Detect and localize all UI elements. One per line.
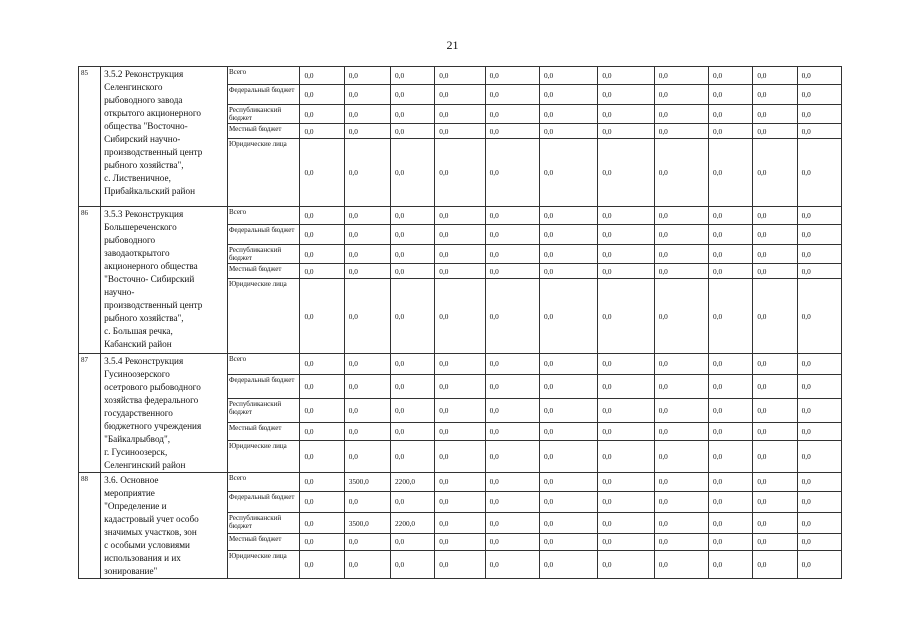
measure-title-line: общества "Восточно- <box>104 121 188 131</box>
funding-source-label: Всего <box>227 354 299 375</box>
value-cell: 3500,0 <box>344 473 390 492</box>
value-cell: 0,0 <box>753 491 797 513</box>
table-row <box>79 67 842 85</box>
value-cell: 0,0 <box>539 207 597 225</box>
value-cell: 0,0 <box>300 67 344 85</box>
measure-title-line: 3.5.3 Реконструкция <box>104 209 184 219</box>
value-cell: 0,0 <box>435 105 485 124</box>
value-cell: 0,0 <box>344 225 390 245</box>
value-cell: 0,0 <box>654 207 708 225</box>
value-cell: 0,0 <box>391 67 435 85</box>
value-cell: 0,0 <box>300 374 344 399</box>
value-cell: 0,0 <box>391 264 435 279</box>
measure-title-line: рыбоводного завода <box>104 95 183 105</box>
value-cell: 0,0 <box>344 441 390 473</box>
value-cell: 0,0 <box>654 245 708 264</box>
value-cell: 0,0 <box>797 139 841 207</box>
value-cell: 0,0 <box>485 207 539 225</box>
value-cell: 0,0 <box>709 374 753 399</box>
value-cell: 0,0 <box>391 207 435 225</box>
value-cell: 0,0 <box>654 279 708 354</box>
value-cell: 0,0 <box>435 513 485 534</box>
value-cell: 0,0 <box>654 534 708 550</box>
value-cell: 0,0 <box>539 354 597 375</box>
value-cell: 0,0 <box>435 399 485 422</box>
value-cell: 0,0 <box>435 374 485 399</box>
funding-source-label: Местный бюджет <box>227 534 299 550</box>
value-cell: 0,0 <box>753 85 797 105</box>
value-cell: 0,0 <box>709 85 753 105</box>
measure-title-line: с особыми условиями <box>104 540 190 550</box>
value-cell: 0,0 <box>485 422 539 440</box>
measure-title-line: производственный центр <box>104 300 203 310</box>
measure-title-line: Большереченского <box>104 222 177 232</box>
table-row <box>79 354 842 375</box>
value-cell: 0,0 <box>598 422 654 440</box>
value-cell: 0,0 <box>753 139 797 207</box>
value-cell: 0,0 <box>344 374 390 399</box>
measure-title-line: 3.5.2 Реконструкция <box>104 69 184 79</box>
value-cell: 0,0 <box>300 207 344 225</box>
value-cell: 0,0 <box>753 124 797 139</box>
value-cell: 0,0 <box>654 354 708 375</box>
value-cell: 0,0 <box>539 139 597 207</box>
value-cell: 0,0 <box>598 67 654 85</box>
value-cell: 0,0 <box>797 279 841 354</box>
measure-title-line: значимых участков, зон <box>104 527 197 537</box>
value-cell: 0,0 <box>709 473 753 492</box>
value-cell: 0,0 <box>753 67 797 85</box>
budget-table <box>78 66 842 579</box>
measure-title-line: 3.6. Основное <box>104 475 159 485</box>
value-cell: 3500,0 <box>344 513 390 534</box>
value-cell: 0,0 <box>598 441 654 473</box>
value-cell: 0,0 <box>344 422 390 440</box>
measure-title-line: кадастровый учет особо <box>104 514 199 524</box>
value-cell: 0,0 <box>300 550 344 578</box>
value-cell: 0,0 <box>598 85 654 105</box>
measure-title-line: производственный центр <box>104 147 203 157</box>
value-cell: 0,0 <box>797 85 841 105</box>
value-cell: 0,0 <box>753 513 797 534</box>
value-cell: 0,0 <box>539 441 597 473</box>
value-cell: 0,0 <box>391 534 435 550</box>
row-number: 86 <box>79 207 101 354</box>
value-cell: 0,0 <box>709 422 753 440</box>
measure-title-line: Прибайкальский район <box>104 186 195 196</box>
value-cell: 0,0 <box>797 354 841 375</box>
value-cell: 0,0 <box>654 105 708 124</box>
value-cell: 0,0 <box>654 399 708 422</box>
value-cell: 0,0 <box>435 441 485 473</box>
value-cell: 0,0 <box>654 441 708 473</box>
value-cell: 0,0 <box>539 225 597 245</box>
funding-source-label: Юридические лица <box>227 550 299 578</box>
measure-title-line: бюджетного учреждения <box>104 421 202 431</box>
value-cell: 0,0 <box>539 491 597 513</box>
value-cell: 0,0 <box>391 399 435 422</box>
value-cell: 0,0 <box>654 67 708 85</box>
value-cell: 2200,0 <box>391 473 435 492</box>
value-cell: 0,0 <box>753 207 797 225</box>
value-cell: 0,0 <box>344 105 390 124</box>
value-cell: 0,0 <box>753 422 797 440</box>
value-cell: 0,0 <box>300 399 344 422</box>
value-cell: 0,0 <box>797 207 841 225</box>
value-cell: 0,0 <box>598 399 654 422</box>
value-cell: 0,0 <box>598 534 654 550</box>
value-cell: 0,0 <box>709 354 753 375</box>
value-cell: 0,0 <box>709 124 753 139</box>
value-cell: 0,0 <box>300 264 344 279</box>
value-cell: 0,0 <box>344 207 390 225</box>
value-cell: 0,0 <box>753 279 797 354</box>
value-cell: 0,0 <box>598 354 654 375</box>
value-cell: 0,0 <box>654 124 708 139</box>
value-cell: 0,0 <box>435 207 485 225</box>
value-cell: 0,0 <box>797 374 841 399</box>
value-cell: 0,0 <box>797 550 841 578</box>
funding-source-label: Республиканский бюджет <box>227 513 299 534</box>
table-row <box>79 207 842 225</box>
value-cell: 0,0 <box>709 225 753 245</box>
measure-title <box>101 207 228 354</box>
value-cell: 0,0 <box>435 124 485 139</box>
value-cell: 0,0 <box>391 245 435 264</box>
measure-title-line: зонирование" <box>104 566 158 576</box>
value-cell: 0,0 <box>539 550 597 578</box>
measure-title-line: "Восточно- Сибирский <box>104 274 195 284</box>
value-cell: 0,0 <box>300 245 344 264</box>
value-cell: 0,0 <box>709 67 753 85</box>
value-cell: 0,0 <box>753 473 797 492</box>
value-cell: 0,0 <box>753 225 797 245</box>
value-cell: 0,0 <box>485 513 539 534</box>
value-cell: 0,0 <box>797 422 841 440</box>
value-cell: 0,0 <box>435 279 485 354</box>
value-cell: 0,0 <box>654 513 708 534</box>
value-cell: 0,0 <box>344 67 390 85</box>
measure-title-line: Селенгинского <box>104 82 163 92</box>
value-cell: 0,0 <box>709 441 753 473</box>
value-cell: 0,0 <box>598 264 654 279</box>
value-cell: 0,0 <box>435 245 485 264</box>
value-cell: 0,0 <box>435 550 485 578</box>
value-cell: 0,0 <box>344 354 390 375</box>
value-cell: 0,0 <box>539 85 597 105</box>
measure-title-line: научно- <box>104 287 135 297</box>
value-cell: 0,0 <box>598 491 654 513</box>
value-cell: 0,0 <box>753 105 797 124</box>
value-cell: 0,0 <box>435 67 485 85</box>
value-cell: 0,0 <box>344 399 390 422</box>
funding-source-label: Федеральный бюджет <box>227 225 299 245</box>
value-cell: 0,0 <box>598 139 654 207</box>
measure-title-line: открытого акционерного <box>104 108 201 118</box>
row-number: 87 <box>79 354 101 473</box>
row-number: 88 <box>79 473 101 579</box>
value-cell: 0,0 <box>485 139 539 207</box>
value-cell: 0,0 <box>539 422 597 440</box>
value-cell: 0,0 <box>709 399 753 422</box>
value-cell: 0,0 <box>797 225 841 245</box>
value-cell: 0,0 <box>435 422 485 440</box>
value-cell: 0,0 <box>344 279 390 354</box>
value-cell: 0,0 <box>753 264 797 279</box>
value-cell: 0,0 <box>709 207 753 225</box>
value-cell: 0,0 <box>300 279 344 354</box>
value-cell: 0,0 <box>485 354 539 375</box>
measure-title-line: хозяйства федерального <box>104 395 199 405</box>
value-cell: 0,0 <box>654 422 708 440</box>
measure-title-line: государственного <box>104 408 173 418</box>
value-cell: 0,0 <box>344 245 390 264</box>
value-cell: 0,0 <box>300 139 344 207</box>
funding-source-label: Юридические лица <box>227 441 299 473</box>
value-cell: 0,0 <box>391 441 435 473</box>
value-cell: 0,0 <box>797 264 841 279</box>
value-cell: 0,0 <box>391 139 435 207</box>
value-cell: 0,0 <box>300 441 344 473</box>
value-cell: 0,0 <box>485 264 539 279</box>
row-number: 85 <box>79 67 101 207</box>
value-cell: 0,0 <box>709 534 753 550</box>
value-cell: 0,0 <box>391 550 435 578</box>
funding-source-label: Всего <box>227 67 299 85</box>
value-cell: 0,0 <box>391 279 435 354</box>
measure-title-line: осетрового рыбоводного <box>104 382 201 392</box>
value-cell: 0,0 <box>654 139 708 207</box>
value-cell: 0,0 <box>753 374 797 399</box>
measure-title-line: Кабанский район <box>104 339 172 349</box>
value-cell: 0,0 <box>485 399 539 422</box>
value-cell: 0,0 <box>344 264 390 279</box>
value-cell: 0,0 <box>753 399 797 422</box>
value-cell: 0,0 <box>797 534 841 550</box>
value-cell: 0,0 <box>797 67 841 85</box>
value-cell: 0,0 <box>485 534 539 550</box>
value-cell: 0,0 <box>709 105 753 124</box>
measure-title-line: г. Гусиноозерск, <box>104 447 168 457</box>
measure-title-line: 3.5.4 Реконструкция <box>104 356 184 366</box>
value-cell: 0,0 <box>539 105 597 124</box>
value-cell: 0,0 <box>485 441 539 473</box>
value-cell: 0,0 <box>435 225 485 245</box>
value-cell: 0,0 <box>598 473 654 492</box>
value-cell: 0,0 <box>485 491 539 513</box>
value-cell: 0,0 <box>485 67 539 85</box>
value-cell: 0,0 <box>485 279 539 354</box>
value-cell: 0,0 <box>391 374 435 399</box>
value-cell: 0,0 <box>485 473 539 492</box>
measure-title-line: использования и их <box>104 553 181 563</box>
funding-source-label: Всего <box>227 207 299 225</box>
page-number: 21 <box>446 38 459 52</box>
value-cell: 0,0 <box>391 491 435 513</box>
value-cell: 0,0 <box>598 207 654 225</box>
measure-title-line: Гусиноозерского <box>104 369 170 379</box>
value-cell: 0,0 <box>344 534 390 550</box>
value-cell: 0,0 <box>485 225 539 245</box>
value-cell: 0,0 <box>435 264 485 279</box>
value-cell: 0,0 <box>391 225 435 245</box>
value-cell: 0,0 <box>654 225 708 245</box>
funding-source-label: Юридические лица <box>227 139 299 207</box>
funding-source-label: Республиканский бюджет <box>227 105 299 124</box>
value-cell: 0,0 <box>539 67 597 85</box>
value-cell: 0,0 <box>797 473 841 492</box>
value-cell: 0,0 <box>435 534 485 550</box>
value-cell: 0,0 <box>485 550 539 578</box>
value-cell: 0,0 <box>797 105 841 124</box>
value-cell: 0,0 <box>435 491 485 513</box>
value-cell: 0,0 <box>753 550 797 578</box>
value-cell: 0,0 <box>797 513 841 534</box>
funding-source-label: Федеральный бюджет <box>227 374 299 399</box>
value-cell: 0,0 <box>797 491 841 513</box>
funding-source-label: Республиканский бюджет <box>227 399 299 422</box>
value-cell: 0,0 <box>598 513 654 534</box>
value-cell: 0,0 <box>654 473 708 492</box>
value-cell: 0,0 <box>344 139 390 207</box>
value-cell: 2200,0 <box>391 513 435 534</box>
value-cell: 0,0 <box>797 124 841 139</box>
measure-title <box>101 67 228 207</box>
value-cell: 0,0 <box>539 534 597 550</box>
value-cell: 0,0 <box>435 139 485 207</box>
table-row <box>79 473 842 492</box>
value-cell: 0,0 <box>300 473 344 492</box>
value-cell: 0,0 <box>391 422 435 440</box>
measure-title-line: мероприятие <box>104 488 155 498</box>
value-cell: 0,0 <box>485 374 539 399</box>
value-cell: 0,0 <box>539 473 597 492</box>
value-cell: 0,0 <box>709 139 753 207</box>
value-cell: 0,0 <box>485 85 539 105</box>
measure-title-line: "Определение и <box>104 501 167 511</box>
value-cell: 0,0 <box>300 513 344 534</box>
value-cell: 0,0 <box>709 550 753 578</box>
measure-title-line: акционерного общества <box>104 261 198 271</box>
value-cell: 0,0 <box>539 124 597 139</box>
value-cell: 0,0 <box>344 85 390 105</box>
value-cell: 0,0 <box>654 85 708 105</box>
value-cell: 0,0 <box>598 245 654 264</box>
value-cell: 0,0 <box>300 354 344 375</box>
value-cell: 0,0 <box>598 225 654 245</box>
value-cell: 0,0 <box>709 513 753 534</box>
value-cell: 0,0 <box>435 473 485 492</box>
value-cell: 0,0 <box>300 225 344 245</box>
value-cell: 0,0 <box>539 513 597 534</box>
value-cell: 0,0 <box>539 374 597 399</box>
value-cell: 0,0 <box>344 124 390 139</box>
measure-title-line: Сибирский научно- <box>104 134 181 144</box>
value-cell: 0,0 <box>598 374 654 399</box>
funding-source-label: Всего <box>227 473 299 492</box>
value-cell: 0,0 <box>391 85 435 105</box>
measure-title-line: рыбного хозяйства", <box>104 313 184 323</box>
value-cell: 0,0 <box>654 374 708 399</box>
value-cell: 0,0 <box>753 441 797 473</box>
value-cell: 0,0 <box>753 534 797 550</box>
value-cell: 0,0 <box>654 550 708 578</box>
value-cell: 0,0 <box>709 264 753 279</box>
measure-title <box>101 473 228 579</box>
value-cell: 0,0 <box>344 550 390 578</box>
funding-source-label: Местный бюджет <box>227 124 299 139</box>
value-cell: 0,0 <box>539 245 597 264</box>
measure-title-line: заводаоткрытого <box>104 248 170 258</box>
measure-title-line: "Байкалрыбвод", <box>104 434 170 444</box>
measure-title-line: с. Лиственичное, <box>104 173 171 183</box>
value-cell: 0,0 <box>300 124 344 139</box>
value-cell: 0,0 <box>539 399 597 422</box>
measure-title <box>101 354 228 473</box>
value-cell: 0,0 <box>391 124 435 139</box>
value-cell: 0,0 <box>485 124 539 139</box>
value-cell: 0,0 <box>753 245 797 264</box>
measure-title-line: рыбоводного <box>104 235 156 245</box>
value-cell: 0,0 <box>539 279 597 354</box>
value-cell: 0,0 <box>598 124 654 139</box>
value-cell: 0,0 <box>797 441 841 473</box>
funding-source-label: Местный бюджет <box>227 264 299 279</box>
value-cell: 0,0 <box>709 491 753 513</box>
measure-title-line: Селенгинский район <box>104 460 186 470</box>
value-cell: 0,0 <box>753 354 797 375</box>
value-cell: 0,0 <box>598 105 654 124</box>
value-cell: 0,0 <box>654 491 708 513</box>
funding-source-label: Федеральный бюджет <box>227 85 299 105</box>
value-cell: 0,0 <box>797 399 841 422</box>
value-cell: 0,0 <box>344 491 390 513</box>
value-cell: 0,0 <box>300 105 344 124</box>
value-cell: 0,0 <box>598 550 654 578</box>
value-cell: 0,0 <box>435 85 485 105</box>
value-cell: 0,0 <box>797 245 841 264</box>
value-cell: 0,0 <box>300 85 344 105</box>
value-cell: 0,0 <box>709 279 753 354</box>
funding-source-label: Федеральный бюджет <box>227 491 299 513</box>
value-cell: 0,0 <box>391 354 435 375</box>
value-cell: 0,0 <box>485 245 539 264</box>
measure-title-line: рыбного хозяйства", <box>104 160 184 170</box>
funding-source-label: Республиканский бюджет <box>227 245 299 264</box>
value-cell: 0,0 <box>539 264 597 279</box>
value-cell: 0,0 <box>485 105 539 124</box>
value-cell: 0,0 <box>300 491 344 513</box>
value-cell: 0,0 <box>300 534 344 550</box>
funding-source-label: Юридические лица <box>227 279 299 354</box>
value-cell: 0,0 <box>709 245 753 264</box>
value-cell: 0,0 <box>391 105 435 124</box>
funding-source-label: Местный бюджет <box>227 422 299 440</box>
value-cell: 0,0 <box>300 422 344 440</box>
value-cell: 0,0 <box>654 264 708 279</box>
measure-title-line: с. Большая речка, <box>104 326 173 336</box>
value-cell: 0,0 <box>598 279 654 354</box>
value-cell: 0,0 <box>435 354 485 375</box>
